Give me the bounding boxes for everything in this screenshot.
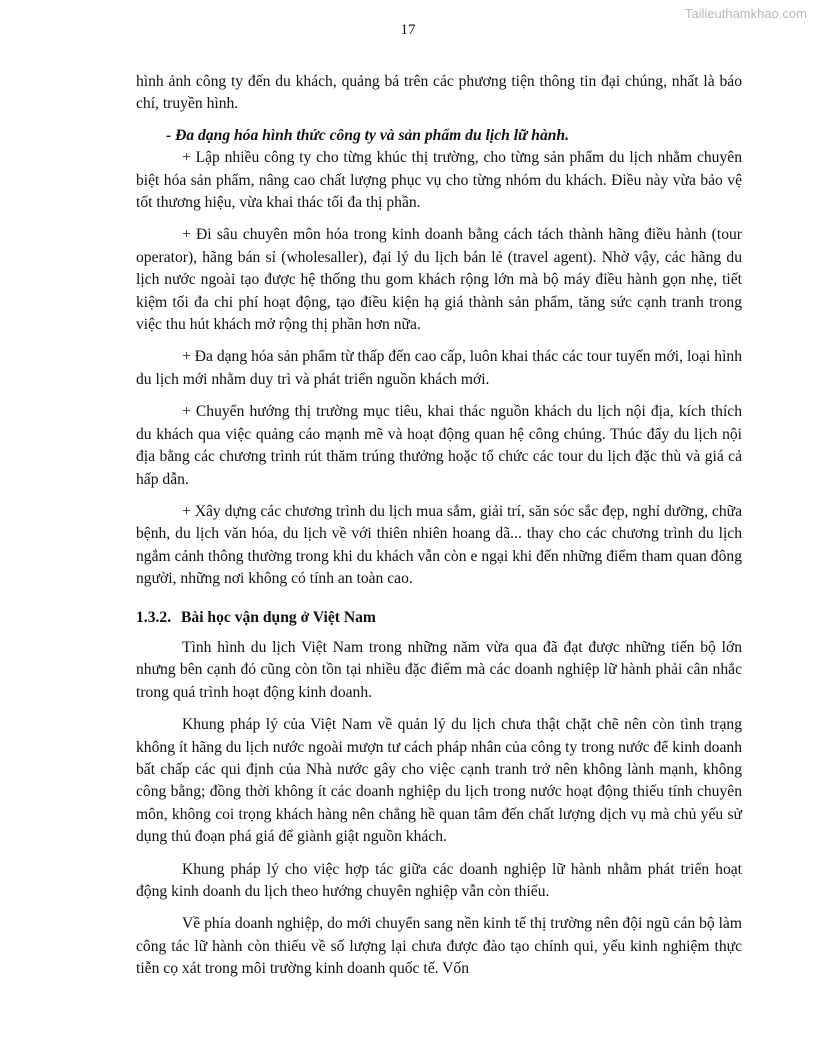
list-item: + Lập nhiều công ty cho từng khúc thị trường, cho từng sản phẩm du lịch nhằm chuyên biệt hóa sản phẩm, nâng cao chất lượng phục vụ cho từng nhóm du khách. Điều này vừa bảo vệ tốt thương hiệu, vừa khai thác tối đa thị phần. <box>136 149 742 212</box>
section-title: Bài học vận dụng ở Việt Nam <box>181 608 376 626</box>
list-item: + Đa dạng hóa sản phẩm từ thấp đến cao cấp, luôn khai thác các tour tuyến mới, loại hình du lịch mới nhằm duy trì và phát triển nguồn khách mới. <box>136 348 742 388</box>
list-item: + Xây dựng các chương trình du lịch mua sắm, giải trí, săn sóc sắc đẹp, nghỉ dưỡng, chữa bệnh, du lịch văn hóa, du lịch về với thiên nhiên hoang dã... thay cho các chương trình du lịch ngắm cảnh thông thường trong khi du khách vẫn còn e ngại khi đến những điểm tham quan đông người, những nơi không có tính an toàn cao. <box>136 502 742 588</box>
body-paragraph: Khung pháp lý cho việc hợp tác giữa các doanh nghiệp lữ hành nhằm phát triển hoạt động kinh doanh du lịch theo hướng chuyên nghiệp vẫn còn thiếu. <box>136 860 742 900</box>
document-body <box>136 71 742 981</box>
page-number: 17 <box>400 22 416 38</box>
continued-paragraph: hình ảnh công ty đến du khách, quảng bá trên các phương tiện thông tin đại chúng, nhất là báo chí, truyền hình. <box>136 73 742 113</box>
watermark-text: Tailieuthamkhao.com <box>684 6 807 21</box>
section-number: 1.3.2. <box>136 608 172 626</box>
section-heading <box>136 607 742 629</box>
list-item: + Đi sâu chuyên môn hóa trong kinh doanh bằng cách tách thành hãng điều hành (tour operator), hãng bán sỉ (wholesaller), đại lý du lịch bán lẻ (travel agent). Nhờ vậy, các hãng du lịch nước ngoài tạo được hệ thống thu gom khách rộng lớn mà bộ máy điều hành gọn nhẹ, tiết kiệm tối đa chi phí hoạt động, tạo điều kiện hạ giá thành sản phẩm, tăng sức cạnh tranh trong việc thu hút khách mở rộng thị phần hơn nữa. <box>136 226 742 334</box>
body-paragraph: Về phía doanh nghiệp, do mới chuyển sang nền kinh tế thị trường nên đội ngũ cán bộ làm công tác lữ hành còn thiếu về số lượng lại chưa được đào tạo chính qui, yếu kinh nghiệm thực tiễn cọ xát trong môi trường kinh doanh quốc tế. Vốn <box>136 915 742 978</box>
bullet-heading: - Đa dạng hóa hình thức công ty và sản phẩm du lịch lữ hành. <box>166 126 569 144</box>
list-item: + Chuyển hướng thị trường mục tiêu, khai thác nguồn khách du lịch nội địa, kích thích du khách qua việc quảng cáo mạnh mẽ và hoạt động quan hệ công chúng. Thúc đẩy du lịch nội địa bằng các chương trình rút thăm trúng thưởng hoặc tổ chức các tour du lịch đặc thù và giá cả hấp dẫn. <box>136 403 742 488</box>
body-paragraph: Tình hình du lịch Việt Nam trong những năm vừa qua đã đạt được những tiến bộ lớn nhưng bên cạnh đó cũng còn tồn tại nhiều đặc điểm mà các doanh nghiệp lữ hành phải cân nhắc trong quá trình hoạt động kinh doanh. <box>136 638 742 701</box>
body-paragraph: Khung pháp lý của Việt Nam về quản lý du lịch chưa thật chặt chẽ nên còn tình trạng không ít hãng du lịch nước ngoài mượn tư cách pháp nhân của công ty trong nước để kinh doanh bất chấp các qui định của Nhà nước gây cho việc cạnh tranh trở nên không lành mạnh, không công bằng; đồng thời không ít các doanh nghiệp du lịch trong nước hoạt động thiếu tính chuyên môn, không coi trọng khách hàng nên chẳng hề quan tâm đến chất lượng dịch vụ mà chủ yếu sử dụng thủ đoạn phá giá để giành giật nguồn khách. <box>136 716 742 846</box>
